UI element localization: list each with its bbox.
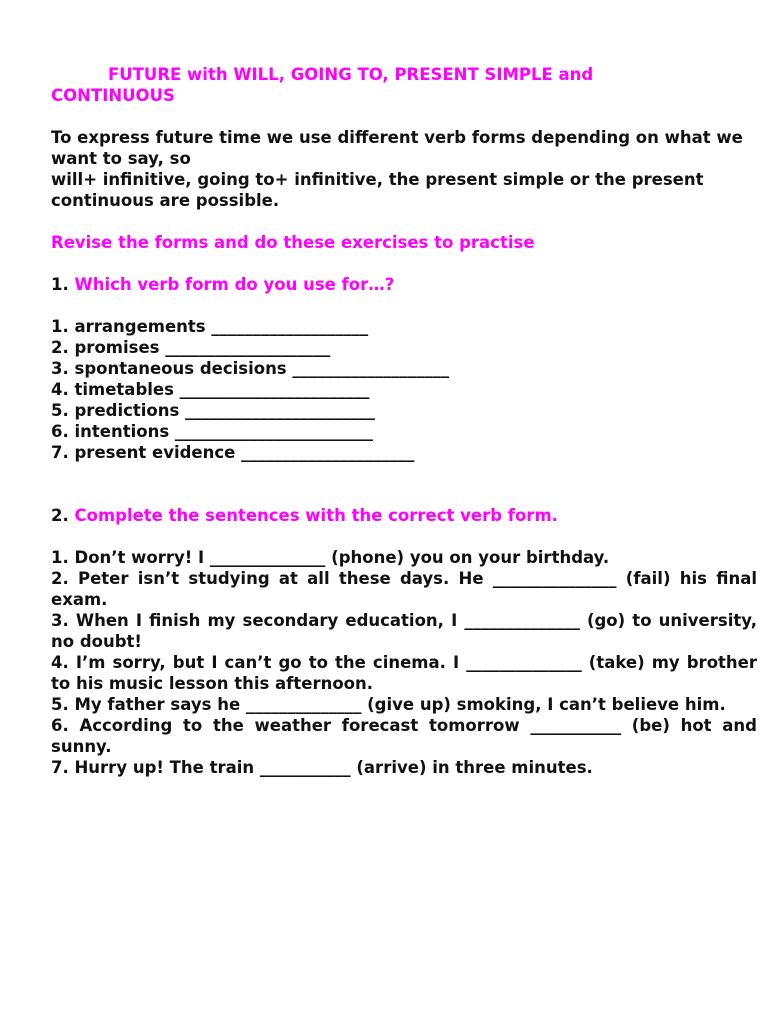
list-item: 6. intentions ________________________ (51, 422, 373, 441)
sentence-item: 1. Don’t worry! I ______________ (phone) you on your birthday. (51, 548, 610, 567)
exercise-1-heading (51, 274, 757, 295)
list-item: 1. arrangements ___________________ (51, 317, 369, 336)
sentence-item: 5. My father says he ______________ (give up) smoking, I can’t believe him. (51, 695, 726, 714)
exercise-1-number: 1. (51, 275, 69, 294)
exercise-1-title: Which verb form do you use for…? (74, 275, 395, 294)
list-item: 7. present evidence _____________________ (51, 443, 415, 462)
sentence-item: 4. I’m sorry, but I can’t go to the cinema. I ______________ (take) my brother to his music lesson this afternoon. (51, 653, 757, 693)
list-item: 3. spontaneous decisions ___________________ (51, 359, 450, 378)
sentence-item: 2. Peter isn’t studying at all these days. He _______________ (fail) his final exam. (51, 569, 757, 609)
intro-line-1: To express future time we use different verb forms depending on what we want to say, so (51, 128, 743, 168)
title-line-1: FUTURE with WILL, GOING TO, PRESENT SIMPLE and (108, 65, 594, 84)
intro-line-2: will+ infinitive, going to+ infinitive, the present simple or the present continuous are possible. (51, 170, 704, 210)
exercise-2-title: Complete the sentences with the correct verb form. (74, 506, 558, 525)
list-item: 5. predictions _______________________ (51, 401, 375, 420)
sentence-item: 7. Hurry up! The train ___________ (arrive) in three minutes. (51, 758, 593, 777)
list-item: 4. timetables _______________________ (51, 380, 370, 399)
title-line-2: CONTINUOUS (51, 86, 175, 105)
exercise-2-heading (51, 505, 757, 526)
exercise-1-list (51, 316, 757, 463)
worksheet-page (51, 64, 757, 778)
revise-instruction: Revise the forms and do these exercises to practise (51, 233, 535, 252)
sentence-item: 3. When I finish my secondary education, I ______________ (go) to university, no doubt! (51, 611, 757, 651)
exercise-2-list (51, 547, 757, 778)
sentence-item: 6. According to the weather forecast tomorrow ___________ (be) hot and sunny. (51, 716, 757, 756)
list-item: 2. promises ____________________ (51, 338, 331, 357)
exercise-2-number: 2. (51, 506, 69, 525)
